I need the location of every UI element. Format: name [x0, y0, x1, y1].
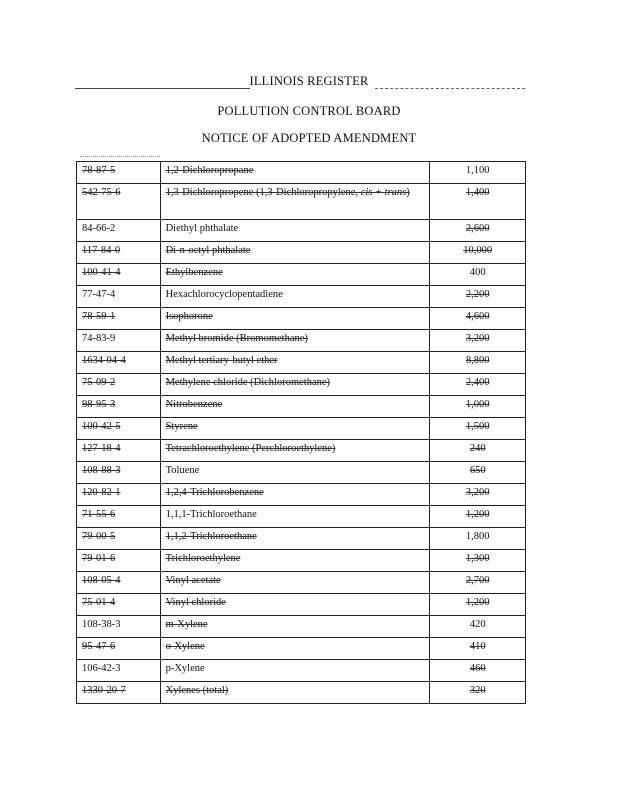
limit-value: 420 [430, 616, 526, 638]
chemical-name [160, 440, 430, 462]
cas-number: 75-09-2 [77, 374, 161, 396]
chemical-name-text: m-Xylene [165, 619, 208, 630]
table-row [77, 286, 526, 308]
cas-number: 95-47-6 [77, 638, 161, 660]
limit-value: 1,100 [430, 162, 526, 184]
chemical-name-end: ) [406, 187, 410, 198]
table-row [77, 462, 526, 484]
cas-number: 74-83-9 [77, 330, 161, 352]
chemical-name [160, 330, 430, 352]
chemical-name-text: Ethylbenzene [165, 267, 223, 278]
chemical-name-text: Isophorone [165, 311, 213, 322]
chemical-name-text: Tetrachloroethylene (Perchloroethylene) [165, 443, 336, 454]
chemical-name [160, 352, 430, 374]
limit-value: 460 [430, 660, 526, 682]
table-row [77, 396, 526, 418]
cas-number: 79-01-6 [77, 550, 161, 572]
limit-value: 320 [430, 682, 526, 704]
chemical-name-text: Hexachlorocyclopentadiene [165, 289, 283, 300]
limit-value: 2,600 [430, 220, 526, 242]
limit-value: 1,000 [430, 396, 526, 418]
register-title: ILLINOIS REGISTER [249, 74, 369, 88]
limit-value: 240 [430, 440, 526, 462]
chemical-name-text: Vinyl acetate [165, 575, 221, 586]
chemical-name-text: Methylene chloride (Dichloromethane) [165, 377, 331, 388]
limit-value: 3,200 [430, 330, 526, 352]
cas-number: 78-59-1 [77, 308, 161, 330]
table-row [77, 374, 526, 396]
table-row [77, 484, 526, 506]
table-row [77, 638, 526, 660]
table-row [77, 308, 526, 330]
chemical-name-text: Nitrobenzene [165, 399, 223, 410]
cas-number: 127-18-4 [77, 440, 161, 462]
chemical-name-text: Styrene [165, 421, 198, 432]
chemical-name-text: Vinyl chloride [165, 597, 226, 608]
cas-number: 120-82-1 [77, 484, 161, 506]
limit-value: 2,200 [430, 286, 526, 308]
chemical-name-text: Trichloroethylene [165, 553, 241, 564]
limit-value: 1,500 [430, 418, 526, 440]
chemical-name-text: 1,3-Dichloropropene (1,3-Dichloropropylene, [165, 187, 361, 198]
cas-number: 78-87-5 [77, 162, 161, 184]
chemical-name-text: Xylenes (total) [165, 685, 229, 696]
chemical-name [160, 220, 430, 242]
limit-value: 1,200 [430, 506, 526, 528]
table-row [77, 352, 526, 374]
table-row [77, 616, 526, 638]
limit-value: 1,400 [430, 184, 526, 220]
limit-value: 1,200 [430, 594, 526, 616]
cas-number: 84-66-2 [77, 220, 161, 242]
chemical-name-text: o-Xylene [165, 641, 205, 652]
table-row [77, 572, 526, 594]
chemical-name [160, 550, 430, 572]
dotted-rule [80, 156, 160, 158]
limit-value: 4,600 [430, 308, 526, 330]
table-row [77, 220, 526, 242]
cas-number: 98-95-3 [77, 396, 161, 418]
table-row [77, 418, 526, 440]
chemical-name-text: Di-n-octyl phthalate [165, 245, 251, 256]
chemical-name [160, 506, 430, 528]
chemical-name [160, 286, 430, 308]
limit-value: 1,300 [430, 550, 526, 572]
chemical-name [160, 528, 430, 550]
chemical-name [160, 308, 430, 330]
cas-number: 108-88-3 [77, 462, 161, 484]
cas-number: 106-42-3 [77, 660, 161, 682]
table-row [77, 682, 526, 704]
cas-number: 79-00-5 [77, 528, 161, 550]
cas-number: 77-47-4 [77, 286, 161, 308]
chemical-name [160, 162, 430, 184]
table-row [77, 660, 526, 682]
table-row [77, 242, 526, 264]
chemical-name [160, 462, 430, 484]
chemical-name [160, 660, 430, 682]
limit-value: 1,800 [430, 528, 526, 550]
chemical-name [160, 638, 430, 660]
cas-number: 75-01-4 [77, 594, 161, 616]
chemical-name [160, 484, 430, 506]
chemical-name-text: 1,1,2-Trichloroethane [165, 531, 257, 542]
cas-number: 117-84-0 [77, 242, 161, 264]
chemical-name-text: 1,1,1-Trichloroethane [165, 509, 257, 520]
table-row [77, 264, 526, 286]
chemical-name-text: 1,2-Dichloropropane [165, 165, 254, 176]
board-name: POLLUTION CONTROL BOARD [217, 104, 401, 118]
limit-value: 410 [430, 638, 526, 660]
chemical-name [160, 418, 430, 440]
cas-number: 542-75-6 [77, 184, 161, 220]
table-row [77, 550, 526, 572]
limit-value: 8,800 [430, 352, 526, 374]
cas-number: 71-55-6 [77, 506, 161, 528]
chemical-name [160, 682, 430, 704]
limit-value: 2,400 [430, 374, 526, 396]
chemical-name-text: Methyl tertiary-butyl ether [165, 355, 278, 366]
cas-number: 1634-04-4 [77, 352, 161, 374]
limit-value: 10,000 [430, 242, 526, 264]
chemical-name [160, 184, 430, 220]
limit-value: 3,200 [430, 484, 526, 506]
table-row [77, 506, 526, 528]
chemical-name-text: Diethyl phthalate [165, 223, 239, 234]
notice-title: NOTICE OF ADOPTED AMENDMENT [201, 131, 417, 145]
chemical-name-text: p-Xylene [165, 663, 205, 674]
limit-value: 650 [430, 462, 526, 484]
table-row [77, 440, 526, 462]
table-row [77, 528, 526, 550]
chemical-name [160, 264, 430, 286]
cas-number: 1330-20-7 [77, 682, 161, 704]
limit-value: 400 [430, 264, 526, 286]
table-row [77, 162, 526, 184]
table-row [77, 330, 526, 352]
chemical-name [160, 242, 430, 264]
chemical-limits-table [76, 161, 526, 704]
cas-number: 108-38-3 [77, 616, 161, 638]
chemical-name [160, 396, 430, 418]
chemical-name [160, 616, 430, 638]
limit-value: 2,700 [430, 572, 526, 594]
chemical-name [160, 374, 430, 396]
cas-number: 100-42-5 [77, 418, 161, 440]
table-row [77, 594, 526, 616]
cas-number: 100-41-4 [77, 264, 161, 286]
chemical-name-italic: cis + trans [360, 187, 407, 198]
chemical-name [160, 594, 430, 616]
chemical-name-text: Methyl bromide (Bromomethane) [165, 333, 308, 344]
table-row [77, 184, 526, 220]
chemical-name-text: Toluene [165, 465, 200, 476]
chemical-name-text: 1,2,4-Trichlorobenzene [165, 487, 264, 498]
chemical-name [160, 572, 430, 594]
cas-number: 108-05-4 [77, 572, 161, 594]
